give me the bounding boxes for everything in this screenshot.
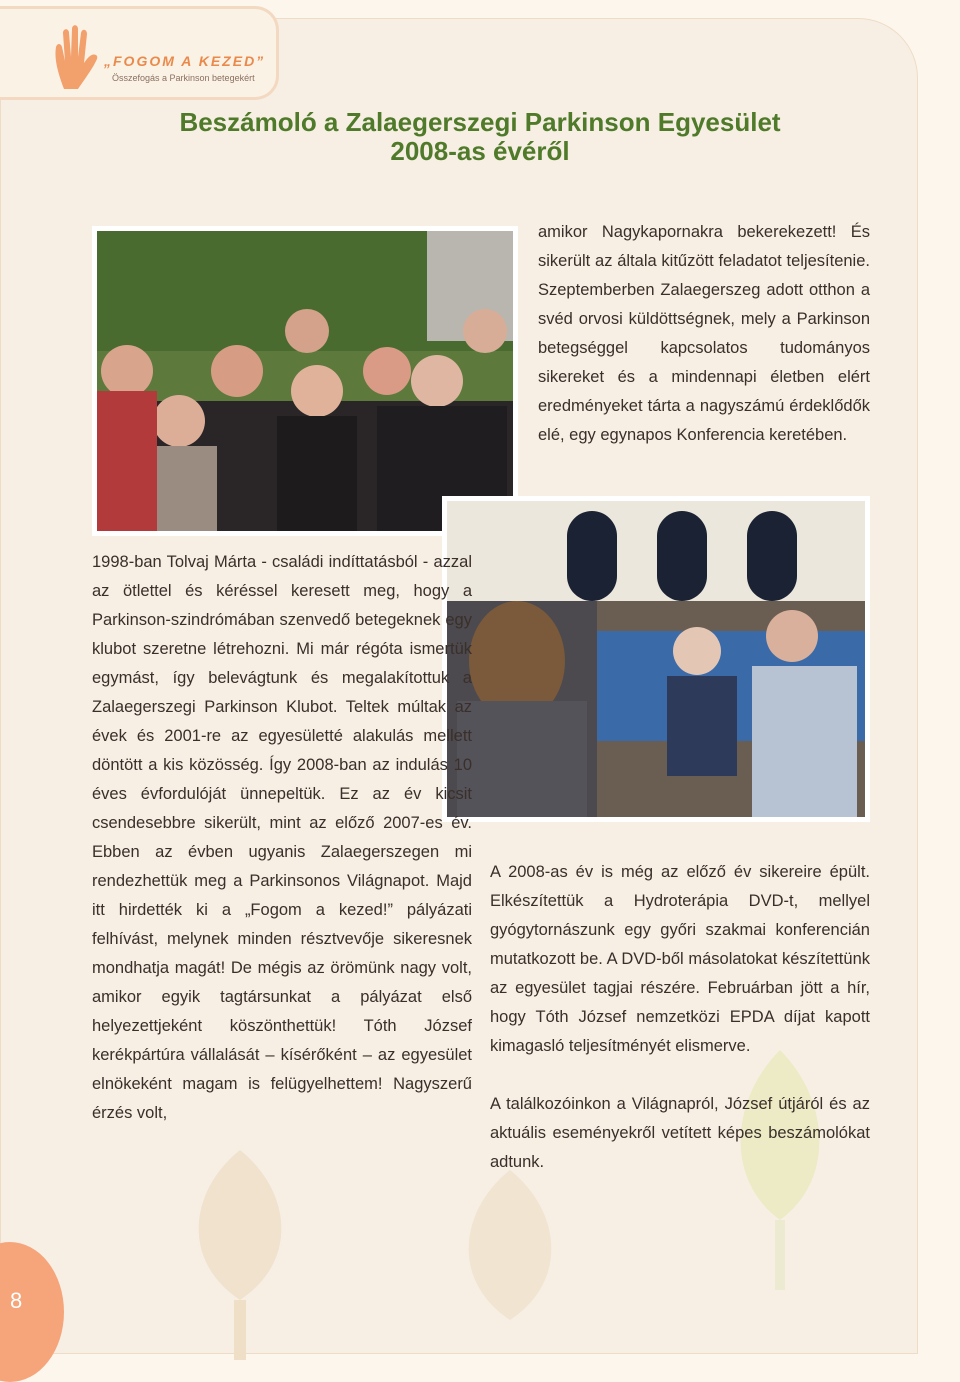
paragraph-left: 1998-ban Tolvaj Márta - családi indíttatásból - azzal az ötlettel és kéréssel keresett meg, hogy a Parkinson-szindrómában szenvedő betegeknek egy klubot szeretne létrehozni. Mi már régóta ismertük egymást, így belevágtunk és megalakítottuk a Zalaegerszegi Parkinson Klubot. Teltek múltak az évek és 2001-re az egyesületté alakulás mellett döntött a kis közösség. Így 2008-ban az indulás 10 éves évfordulóját ünnepeltük. Ez az év kicsit csendesebbre sikerült, mint az előző 2007-es év. Ebben az évben ugyanis Zalaegerszegen mi rendezhettük meg a Parkinsonos Világnapot. Majd itt hirdették ki a „Fogom a kezed!” pályázati felhívást, melynek minden résztvevője sikeresnek mondhatja magát! De mégis az örömünk nagy volt, amikor egyik tagtársunkat a pályázat első helyezettjeként köszönthettük! Tóth József kerékpártúra vállalását – kísérőként – az egyesület elnökeként magam is felügyelhettem! Nagyszerű érzés volt,: [92, 553, 472, 1122]
group-photo-image: [97, 231, 513, 531]
text-column-left: [92, 548, 472, 1128]
group-photo: [92, 226, 518, 536]
article-title-line1: Beszámoló a Zalaegerszegi Parkinson Egyesület: [179, 107, 781, 137]
logo-tab: [0, 6, 279, 100]
paragraph-bottom-right-2: A találkozóinkon a Világnapról, József útjáról és az aktuális eseményekről vetített képes beszámolókat adtunk.: [490, 1095, 870, 1171]
article-title-line2: 2008-as évéről: [390, 136, 570, 166]
page-number: 8: [10, 1288, 23, 1313]
decorative-tulip-icon: [150, 1130, 330, 1360]
paragraph-top-right: amikor Nagykapornakra bekerekezett! És sikerült az általa kitűzött feladatot teljesítenie. Szeptemberben Zalaegerszeg adott otthon a svéd orvosi küldöttségnek, mely a Parkinson betegséggel kapcsolatos tudományos sikereket és a mindennapi életben elért eredményeket tárta a nagyszámú érdeklődők elé, egy egynapos Konferencia keretében.: [538, 223, 870, 444]
logo-subtitle: Összefogás a Parkinson betegekért: [112, 73, 255, 83]
text-column-bottom-right: [490, 858, 870, 1177]
text-column-top-right: [538, 218, 870, 450]
conference-hall-photo: [442, 496, 870, 822]
logo-title: „FOGOM A KEZED”: [104, 53, 266, 69]
paragraph-bottom-right-1: A 2008-as év is még az előző év sikereire épült. Elkészítettük a Hydroterápia DVD-t, mellyel gyógytornászunk egy győri szakmai konferencián mutatkozott be. A DVD-ből másolatokat készítettünk az egyesület tagjai részére. Februárban jött a hír, hogy Tóth József nemzetközi EPDA díjat kapott kimagasló teljesítményét elismerve.: [490, 863, 870, 1055]
conference-hall-photo-image: [447, 501, 865, 817]
hand-logo-icon: [48, 23, 104, 91]
decorative-tulip-icon: [420, 1160, 600, 1360]
article-title: [100, 108, 860, 166]
